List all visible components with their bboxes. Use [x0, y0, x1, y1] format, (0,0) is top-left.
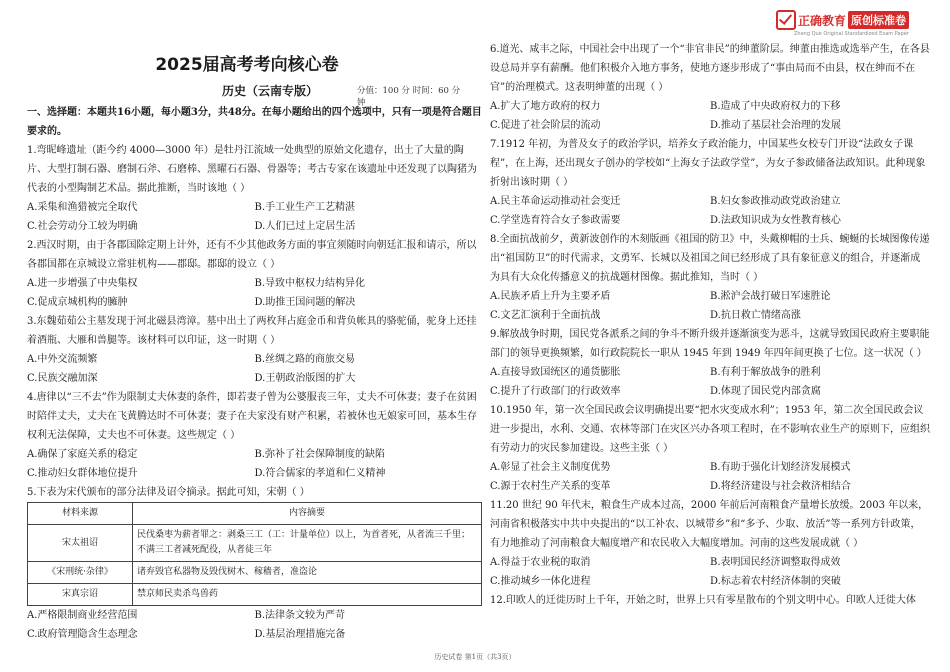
table-header-row [28, 503, 482, 525]
option-d: D.将经济建设与社会救济相结合 [710, 481, 851, 492]
question-stem: 9.解放战争时期，国民党各派系之间的争斗不断升级并逐渐演变为恶斗，这就导致国民政府主要职能部门的领导更换频繁，如行政院院长一职从 1945 年到 1949 年四年间更换了七位。这一状况（ ） [490, 329, 930, 359]
option-c: C.促进了社会阶层的流动 [490, 120, 601, 131]
table-cell: 宋太祖诏 [28, 525, 133, 562]
question-3 [27, 312, 482, 388]
logo-tag: 原创标准卷 [848, 11, 909, 29]
option-d: D.助推王国问题的解决 [254, 297, 356, 308]
question-2 [27, 236, 482, 312]
exam-subject: 历史（云南专版） [222, 84, 319, 98]
option-a: A.采集和渔猎被完全取代 [27, 202, 138, 213]
table-cell: 宋真宗诏 [28, 584, 133, 606]
option-a: A.扩大了地方政府的权力 [490, 101, 601, 112]
table-cell: 民伐桑枣为薪者罪之：剥桑三工（工：计量单位）以上，为首者死，从者流三千里；不满三工者减死配役，从者徒三年 [133, 525, 482, 562]
option-a: A.民主革命运动推动社会变迁 [490, 196, 621, 207]
option-a: A.严格限制商业经营范围 [27, 610, 138, 621]
question-stem: 1.弯昵峰遗址（距今约 4000—3000 年）是牡丹江流域一处典型的原始文化遗存，出土了大量的陶片、大型打制石器、磨制石斧、石磨棒、黑曜石石器、骨器等；考古专家在该遗址中还发现了以陶猪为代表的小型陶制艺术品。据此推断，当时该地（ ） [27, 145, 477, 194]
option-c: C.社会劳动分工较为明确 [27, 221, 138, 232]
question-7 [490, 135, 930, 230]
publisher-logo [776, 10, 946, 40]
option-b: B.弥补了社会保障制度的缺陷 [254, 449, 386, 460]
table-cell: 诸弃毁官私器物及毁伐树木、稼穑者，准盗论 [133, 562, 482, 584]
option-a: A.确保了家庭关系的稳定 [27, 449, 138, 460]
left-column [27, 103, 482, 644]
section-header: 一、选择题：本题共16小题，每小题3分，共48分。在每小题给出的四个选项中，只有一项是符合题目要求的。 [27, 107, 482, 137]
option-a: A.彰显了社会主义制度优势 [490, 462, 611, 473]
question-stem: 4.唐律以“三不去”作为限制丈夫休妻的条件，即若妻子曾为公婆服丧三年，丈夫不可休妻；妻子在贫困时陪伴丈夫，丈夫在飞黄腾达时不可休妻；妻子在夫家没有财产积累，若被休也无娘家可回，基本生存权利无法保障，丈夫也不可休妻。这些规定（ ） [27, 392, 477, 441]
question-stem: 3.东魏茹茹公主墓发现于河北磁县湾漳。墓中出土了两枚拜占庭金币和背负帐具的骆驼俑，驼身上还挂着酒瓶、大雁和兽腿等。该材料可以印证，这一时期（ ） [27, 316, 477, 346]
table-row [28, 525, 482, 562]
question-stem: 12.印欧人的迁徙历时上千年，开始之时，世界上只有零星散布的个别文明中心。印欧人迁徙大体 [490, 595, 916, 606]
question-9 [490, 325, 930, 401]
option-b: B.有助于强化计划经济发展模式 [710, 462, 851, 473]
option-d: D.抗日救亡情绪高涨 [710, 310, 801, 321]
option-a: A.直接导致国统区的通货膨胀 [490, 367, 621, 378]
option-c: C.推动城乡一体化进程 [490, 576, 591, 587]
option-b: B.淞沪会战打破日军速胜论 [710, 291, 831, 302]
table-cell: 《宋刑统·杂律》 [28, 562, 133, 584]
option-b: B.丝绸之路的商旅交易 [254, 354, 356, 365]
question-10 [490, 401, 930, 496]
option-c: C.推动妇女群体地位提升 [27, 468, 138, 479]
question-stem: 11.20 世纪 90 年代末，粮食生产成本过高，2000 年前后河南粮食产量增长放缓。2003 年以来，河南省积极落实中共中央提出的“以工补农、以城带乡”和“多予、少取、放活”等一系列方针政策，有力地推动了河南粮食大幅度增产和农民收入大幅度增加。河南的这些发展成就（ ） [490, 500, 929, 549]
option-d: D.符合儒家的孝道和仁义精神 [254, 468, 386, 479]
table-row [28, 562, 482, 584]
option-c: C.文艺汇演利于全面抗战 [490, 310, 601, 321]
score-info: 分值：100 分 时间：60 分钟 [357, 86, 461, 108]
question-stem: 2.西汉时期，由于各郡国除定期上计外，还有不少其他政务方面的事宜须随时向朝廷汇报和请示，所以各郡国都在京城设立常驻机构——郡邸。郡邸的设立（ ） [27, 240, 477, 270]
question-stem: 7.1912 年初，为普及女子的政治学识，培养女子政治能力，中国某些女校专门开设“法政女子课程”，在上海，还出现女子创办的学校如“上海女子法政学堂”，为女子参政储备法政知识。此种现象折射出该时期（ ） [490, 139, 926, 188]
option-a: A.进一步增强了中央集权 [27, 278, 138, 289]
question-6 [490, 40, 930, 135]
option-d: D.体现了国民党内部贪腐 [710, 386, 821, 397]
question-4 [27, 388, 482, 483]
option-b: B.妇女参政推动政党政治建立 [710, 196, 841, 207]
subtitle-row [27, 82, 467, 108]
option-b: B.有利于解放战争的胜利 [710, 367, 821, 378]
logo-subtext: Zheng Que Original Standardized Exam Paper [794, 31, 909, 37]
option-b: B.手工业生产工艺精湛 [254, 202, 356, 213]
option-c: C.源于农村生产关系的变革 [490, 481, 611, 492]
page-title: 2025届高考考向核心卷 [155, 55, 339, 75]
question-8 [490, 230, 930, 325]
option-b: B.法律条文较为严苛 [254, 610, 346, 621]
question-stem: 8.全面抗战前夕，黄新波创作的木刻版画《祖国的防卫》中，头戴柳帽的士兵、蜿蜒的长城图像传递出“祖国防卫”的时代需求，文勇军、长城以及祖国之间已经形成了具有象征意义的组合，并逐渐成为具有大众化传播意义的抗战题材图像。据此推知，当时（ ） [490, 234, 930, 283]
table-cell: 禁京师民卖杀鸟兽药 [133, 584, 482, 606]
table-header: 材料来源 [28, 503, 133, 525]
option-b: B.造成了中央政府权力的下移 [710, 101, 841, 112]
option-b: B.导致中枢权力结构异化 [254, 278, 366, 289]
question-stem: 6.道光、咸丰之际，中国社会中出现了一个“非官非民”的绅董阶层。绅董由推选或选举产生，在各县设总局并享有薪酬。他们积极介入地方事务，使地方逐步形成了“事由局而不由县，权在绅而不在官”的治理模式。这表明绅董的出现（ ） [490, 44, 930, 93]
check-icon [776, 10, 796, 30]
option-c: C.学堂选育符合女子参政需要 [490, 215, 621, 226]
question-stem: 5.下表为宋代颁布的部分法律及诏令摘录。据此可知，宋朝（ ） [27, 487, 310, 498]
logo-brand: 正确教育 [798, 13, 847, 28]
table-row [28, 584, 482, 606]
question-11 [490, 496, 930, 591]
option-d: D.人们已过上定居生活 [254, 221, 356, 232]
question-1 [27, 141, 482, 236]
option-d: D.标志着农村经济体制的突破 [710, 576, 841, 587]
question-stem: 10.1950 年，第一次全国民政会议明确提出要“把水灾变成水利”；1953 年，第二次全国民政会议进一步提出，水利、交通、农林等部门在灾区兴办各项工程时，在不影响农业生产的原则下，应组织有劳动力的灾民参加建设。这些主张（ ） [490, 405, 930, 454]
option-b: B.表明国民经济调整取得成效 [710, 557, 841, 568]
page-footer: 历史试卷 第1页（共3页） [434, 653, 516, 661]
right-column [490, 40, 930, 610]
option-d: D.基层治理措施完备 [254, 629, 346, 640]
option-a: A.民族矛盾上升为主要矛盾 [490, 291, 611, 302]
option-d: D.王朝政治版图的扩大 [254, 373, 356, 384]
question-12 [490, 591, 930, 610]
option-c: C.民族交融加深 [27, 373, 98, 384]
law-table [27, 502, 482, 606]
table-header: 内容摘要 [133, 503, 482, 525]
option-d: D.法政知识成为女性教育核心 [710, 215, 841, 226]
option-a: A.得益于农业税的取消 [490, 557, 591, 568]
option-c: C.提升了行政部门的行政效率 [490, 386, 621, 397]
question-5 [27, 483, 482, 644]
option-c: C.促成京城机构的臃肿 [27, 297, 128, 308]
option-d: D.推动了基层社会治理的发展 [710, 120, 841, 131]
option-c: C.政府管理隐含生态理念 [27, 629, 138, 640]
option-a: A.中外交流频繁 [27, 354, 98, 365]
